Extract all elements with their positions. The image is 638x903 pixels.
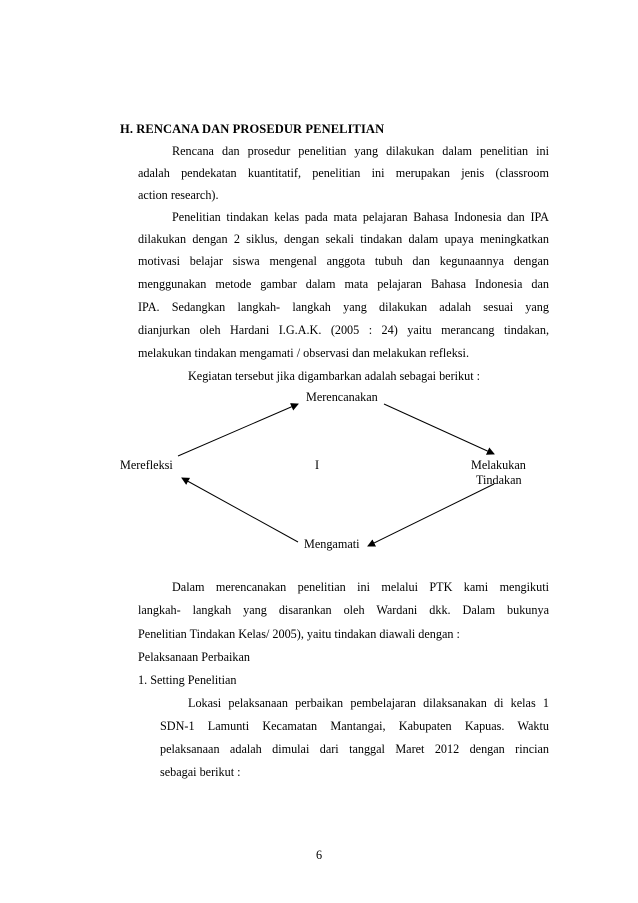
para1-line1: Rencana dan prosedur penelitian yang dilakukan dalam penelitian ini [172, 144, 549, 158]
list-item-setting: 1. Setting Penelitian [138, 673, 237, 687]
section-label: Pelaksanaan Perbaikan [138, 650, 251, 664]
arrow-reflect-to-plan [178, 404, 298, 456]
para4-line2: SDN-1 Lamunti Kecamatan Mantangai, Kabupaten Kapuas. Waktu [160, 719, 549, 733]
diagram-node-observe: Mengamati [304, 537, 360, 551]
page-number: 6 [315, 848, 323, 862]
diagram-node-plan: Merencanakan [306, 390, 378, 404]
para3-line1: Dalam merencanakan penelitian ini melalui PTK kami mengikuti [172, 580, 549, 594]
arrow-plan-to-act [384, 404, 494, 454]
arrow-observe-to-reflect [182, 478, 298, 542]
section-heading: H. RENCANA DAN PROSEDUR PENELITIAN [120, 122, 385, 136]
para2-line5: IPA. Sedangkan langkah- langkah yang dilakukan adalah sesuai yang [138, 300, 549, 314]
para1-line2: adalah pendekatan kuantitatif, penelitian ini merupakan jenis (classroom [138, 166, 549, 180]
para2-line6: dianjurkan oleh Hardani I.G.A.K. (2005 : 24) yaitu merancang tindakan, [138, 323, 549, 337]
diagram-center-label: I [315, 458, 320, 472]
para2-line3: motivasi belajar siswa mengenal anggota tubuh dan kegunaannya dengan [138, 254, 549, 268]
diagram-intro: Kegiatan tersebut jika digambarkan adalah sebagai berikut : [188, 369, 481, 383]
para2-line7: melakukan tindakan mengamati / observasi dan melakukan refleksi. [138, 346, 469, 360]
diagram-node-reflect: Merefleksi [120, 458, 173, 472]
diagram-node-act-line2: Tindakan [476, 473, 522, 487]
research-cycle-diagram [0, 380, 638, 560]
para3-line3: Penelitian Tindakan Kelas/ 2005), yaitu tindakan diawali dengan : [138, 627, 460, 641]
para2-line4: menggunakan metode gambar dalam mata pelajaran Bahasa Indonesia dan [138, 277, 549, 291]
para4-line1: Lokasi pelaksanaan perbaikan pembelajaran dilaksanakan di kelas 1 [188, 696, 549, 710]
arrow-act-to-observe [368, 484, 494, 546]
para4-line4: sebagai berikut : [160, 765, 241, 779]
diagram-node-act-line1: Melakukan [471, 458, 526, 472]
para1-line3: action research). [138, 188, 219, 202]
para3-line2: langkah- langkah yang disarankan oleh Wardani dkk. Dalam bukunya [138, 603, 549, 617]
para2-line2: dilakukan dengan 2 siklus, dengan sekali tindakan dalam upaya meningkatkan [138, 232, 549, 246]
para4-line3: pelaksanaan adalah dimulai dari tanggal Maret 2012 dengan rincian [160, 742, 549, 756]
para2-line1: Penelitian tindakan kelas pada mata pelajaran Bahasa Indonesia dan IPA [172, 210, 549, 224]
